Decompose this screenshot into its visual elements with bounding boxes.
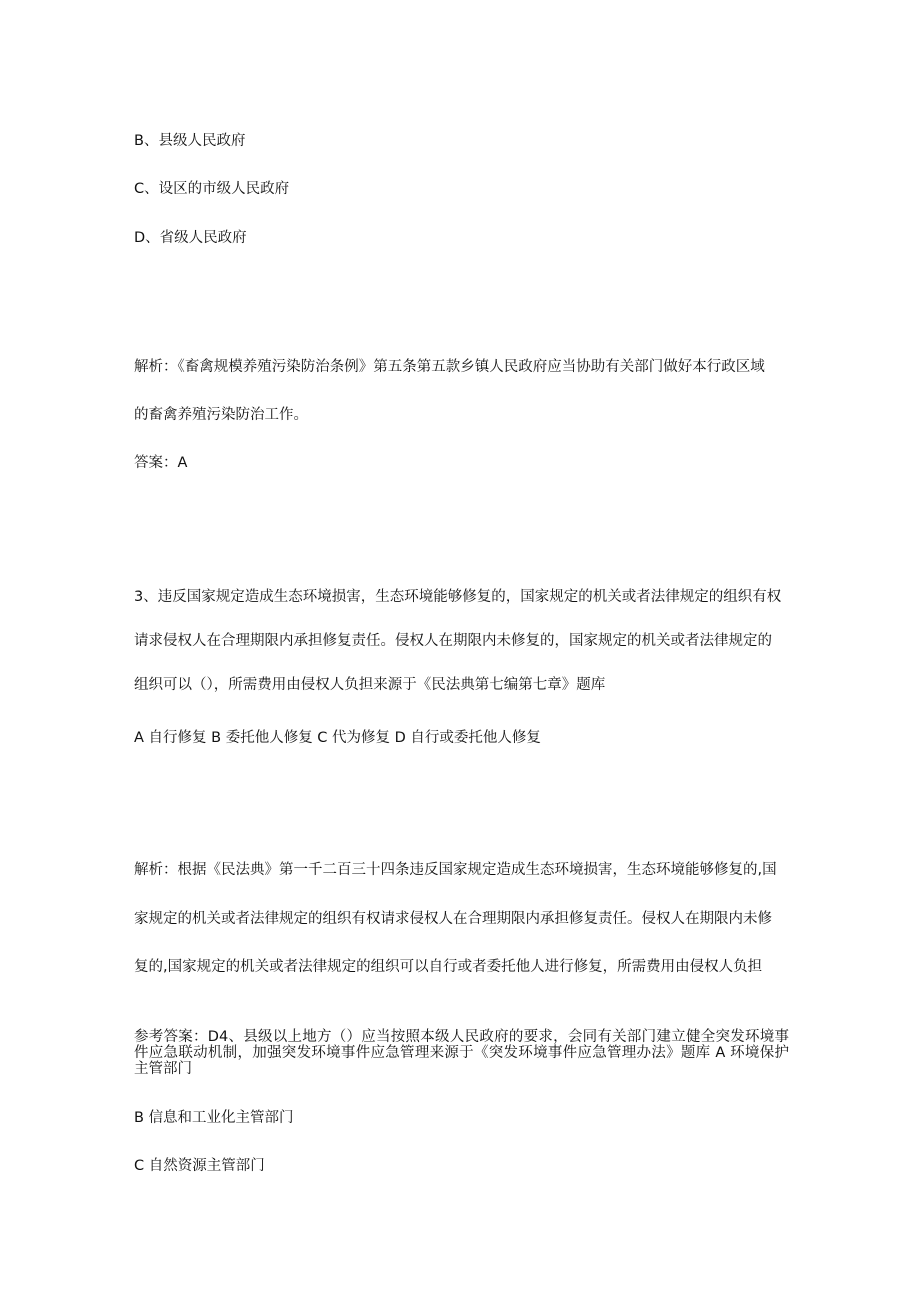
answer-and-next-question: 参考答案：D4、县级以上地方（）应当按照本级人民政府的要求，会同有关部门建立健全突发环境事件应急联动机制，加强突发环境事件应急管理来源于《突发环境事件应急管理办法》题库 A 环境保护主管部门 [134, 1029, 789, 1077]
option-c: C、设区的市级人民政府 [134, 181, 290, 197]
option-c: C 自然资源主管部门 [134, 1158, 265, 1174]
option-d: D、省级人民政府 [134, 230, 247, 246]
question-stem-line: 组织可以（），所需费用由侵权人负担来源于《民法典第七编第七章》题库 [134, 677, 606, 693]
analysis-line: 复的,国家规定的机关或者法律规定的组织可以自行或者委托他人进行修复，所需费用由侵权人负担 [134, 959, 763, 975]
analysis-line: 解析：《畜禽规模养殖污染防治条例》第五条第五款乡镇人民政府应当协助有关部门做好本行政区域 [134, 359, 765, 375]
question-stem-line: 请求侵权人在合理期限内承担修复责任。侵权人在期限内未修复的，国家规定的机关或者法律规定的 [134, 633, 772, 649]
question-options: A 自行修复 B 委托他人修复 C 代为修复 D 自行或委托他人修复 [134, 730, 541, 746]
option-b: B 信息和工业化主管部门 [134, 1110, 294, 1126]
option-b: B、县级人民政府 [134, 133, 246, 149]
question-stem-line: 3、违反国家规定造成生态环境损害，生态环境能够修复的，国家规定的机关或者法律规定的组织有权 [134, 589, 782, 605]
analysis-line: 解析：根据《民法典》第一千二百三十四条违反国家规定造成生态环境损害，生态环境能够修复的,国 [134, 862, 777, 878]
answer: 答案：A [134, 455, 188, 471]
analysis-line: 家规定的机关或者法律规定的组织有权请求侵权人在合理期限内承担修复责任。侵权人在期限内未修 [134, 911, 772, 927]
analysis-line: 的畜禽养殖污染防治工作。 [134, 407, 308, 423]
